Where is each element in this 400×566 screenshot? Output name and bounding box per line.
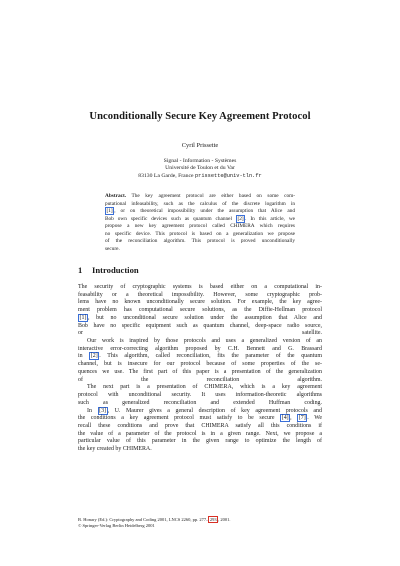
- text-segment: , but no unconditional secure solution under the assumption that Alice and: [87, 314, 322, 321]
- text-segment: no specific device. This protocol is based on a generalization we propose: [105, 230, 295, 237]
- text-segment: feasability or a theoretical impossibility. However, some cryptographic prob-: [78, 291, 322, 298]
- text-segment: . This algorithm, called reconciliation, fits the parameter of the quantum: [99, 353, 322, 360]
- text-line: [78, 330, 322, 338]
- text-segment: quences we use. The first part of this paper is a presentation of the generalization: [78, 368, 322, 375]
- text-line: [105, 238, 295, 246]
- text-segment: lems have no known unconditionally secure solution. For example, the key agree-: [78, 299, 322, 306]
- text-segment: recall these conditions and prove that CHIMERA satisfy all this conditions if: [78, 422, 322, 429]
- text-segment: The next part is a presentation of CHIMERA, which is a key agreement: [87, 384, 322, 391]
- text-segment: , or on theoretical impossibility under the assumption that Alice and: [114, 208, 295, 215]
- citation-link[interactable]: [2]: [237, 215, 244, 222]
- text-line: [78, 438, 322, 446]
- text-line: [78, 307, 322, 315]
- page-footer: [78, 517, 231, 530]
- body-text: [78, 284, 322, 454]
- text-line: [78, 446, 322, 454]
- text-line: [78, 315, 322, 323]
- copyright-notice: © Springer-Verlag Berlin Heidelberg 2001: [78, 523, 155, 529]
- text-line: [78, 284, 322, 292]
- text-segment: in: [78, 353, 90, 360]
- citation-link[interactable]: [3]: [99, 407, 107, 414]
- page-range-link[interactable]: 293: [209, 517, 217, 522]
- publication-year: , 2001.: [218, 517, 231, 522]
- section-title: Introduction: [92, 265, 139, 275]
- text-segment: particular value of this parameter in the given range to optimize the length of: [78, 438, 322, 445]
- text-segment: the value of a parameter of the protocol is in a given range. Next, we propose a: [78, 430, 322, 437]
- section-heading: [78, 265, 139, 275]
- text-segment: channel, but is insecure for our protocol because of some properties of the se-: [78, 361, 322, 368]
- text-segment: of the reconciliation algorithm.: [78, 376, 322, 383]
- text-line: [105, 216, 295, 224]
- citation-link[interactable]: [2]: [90, 353, 98, 360]
- text-line: [78, 423, 322, 431]
- author-affiliation: [0, 158, 400, 180]
- text-segment: . We: [307, 415, 323, 422]
- address-text: 83130 La Garde, France: [138, 172, 195, 179]
- citation-number: 7: [300, 415, 304, 422]
- text-line: [105, 201, 295, 209]
- text-line: [78, 369, 322, 377]
- text-line: [78, 323, 322, 331]
- text-line: [78, 384, 322, 392]
- text-line: [105, 223, 295, 231]
- text-segment: the key created by CHIMERA.: [78, 446, 152, 453]
- text-segment: such as generalized reconciliation and extended Huffman coding.: [78, 399, 322, 406]
- affiliation-line: Université de Toulon et du Var: [165, 165, 235, 172]
- affiliation-address: [0, 173, 400, 180]
- text-segment: the conditions a key agreement protocol must satisfy to be secure: [78, 415, 281, 422]
- text-segment: propose a new key agreement protocol called CHIMERA which requires: [105, 223, 295, 230]
- paper-title: Unconditionally Secure Key Agreement Protocol: [89, 111, 311, 122]
- text-segment: or satellite.: [78, 330, 322, 337]
- section-number: 1: [78, 265, 83, 275]
- affiliation-line: Signal - Information - Systèmes: [163, 158, 237, 164]
- citation-link[interactable]: [1]: [106, 208, 113, 215]
- text-segment: . In this article, we: [245, 215, 295, 222]
- text-segment: Bob have no specific equipment such as quantum channel, deep-space radio source,: [78, 322, 322, 329]
- text-segment: , U. Maurer gives a general description of key agreement protocols and: [107, 407, 322, 414]
- abstract-label: Abstract.: [105, 193, 127, 199]
- text-line: [78, 299, 322, 307]
- citation-link[interactable]: [1]: [79, 314, 87, 321]
- text-segment: ,: [290, 415, 298, 422]
- text-segment: Our work is inspired by those protocols and uses a generalized version of an: [87, 338, 322, 345]
- citation-number: 2: [239, 215, 242, 222]
- citation-number: 1: [108, 208, 111, 215]
- text-segment: of the reconciliation algorithm. This protocol is proved unconditionally: [105, 238, 295, 245]
- text-line: [78, 292, 322, 300]
- text-line: [105, 246, 295, 254]
- author-email: prissette@univ-tln.fr: [194, 172, 262, 179]
- publication-text: B. Honary (Ed.): Cryptography and Coding 2001, LNCS 2260, pp. 277–: [78, 517, 209, 522]
- text-line: [78, 361, 322, 369]
- citation-link[interactable]: [4]: [281, 415, 289, 422]
- text-segment: Bob own specific devices such as quantum channel: [105, 215, 236, 222]
- text-line: [78, 415, 322, 423]
- text-line: [78, 338, 322, 346]
- text-segment: putational infeasability, such as the calculus of the discrete logarithm in: [105, 200, 295, 207]
- abstract: [105, 193, 295, 253]
- text-line: [105, 193, 295, 201]
- paper-author: Cyril Prissette: [181, 142, 219, 149]
- text-segment: secure.: [105, 245, 120, 252]
- text-segment: In: [87, 407, 98, 414]
- text-line: [78, 392, 322, 400]
- text-line: [105, 208, 295, 216]
- citation-number: 2: [92, 353, 96, 360]
- citation-number: 4: [283, 415, 287, 422]
- text-segment: protocol with unconditional security. It uses information-theoretic algorithms: [78, 392, 322, 399]
- text-segment: ment problem has computational secure solutions, as the Diffie-Hellman protocol: [78, 307, 322, 314]
- text-segment: The key agreement protocol are either based on some com-: [126, 193, 295, 199]
- text-segment: The security of cryptographic systems is based either on a computational in-: [78, 284, 322, 290]
- citation-number: 1: [81, 314, 85, 321]
- citation-link[interactable]: [7]: [298, 415, 306, 422]
- text-segment: interactive error-correcting algorithm proposed by C.H. Bennett and G. Brassard: [78, 345, 322, 352]
- text-line: [78, 400, 322, 408]
- citation-number: 3: [101, 407, 105, 414]
